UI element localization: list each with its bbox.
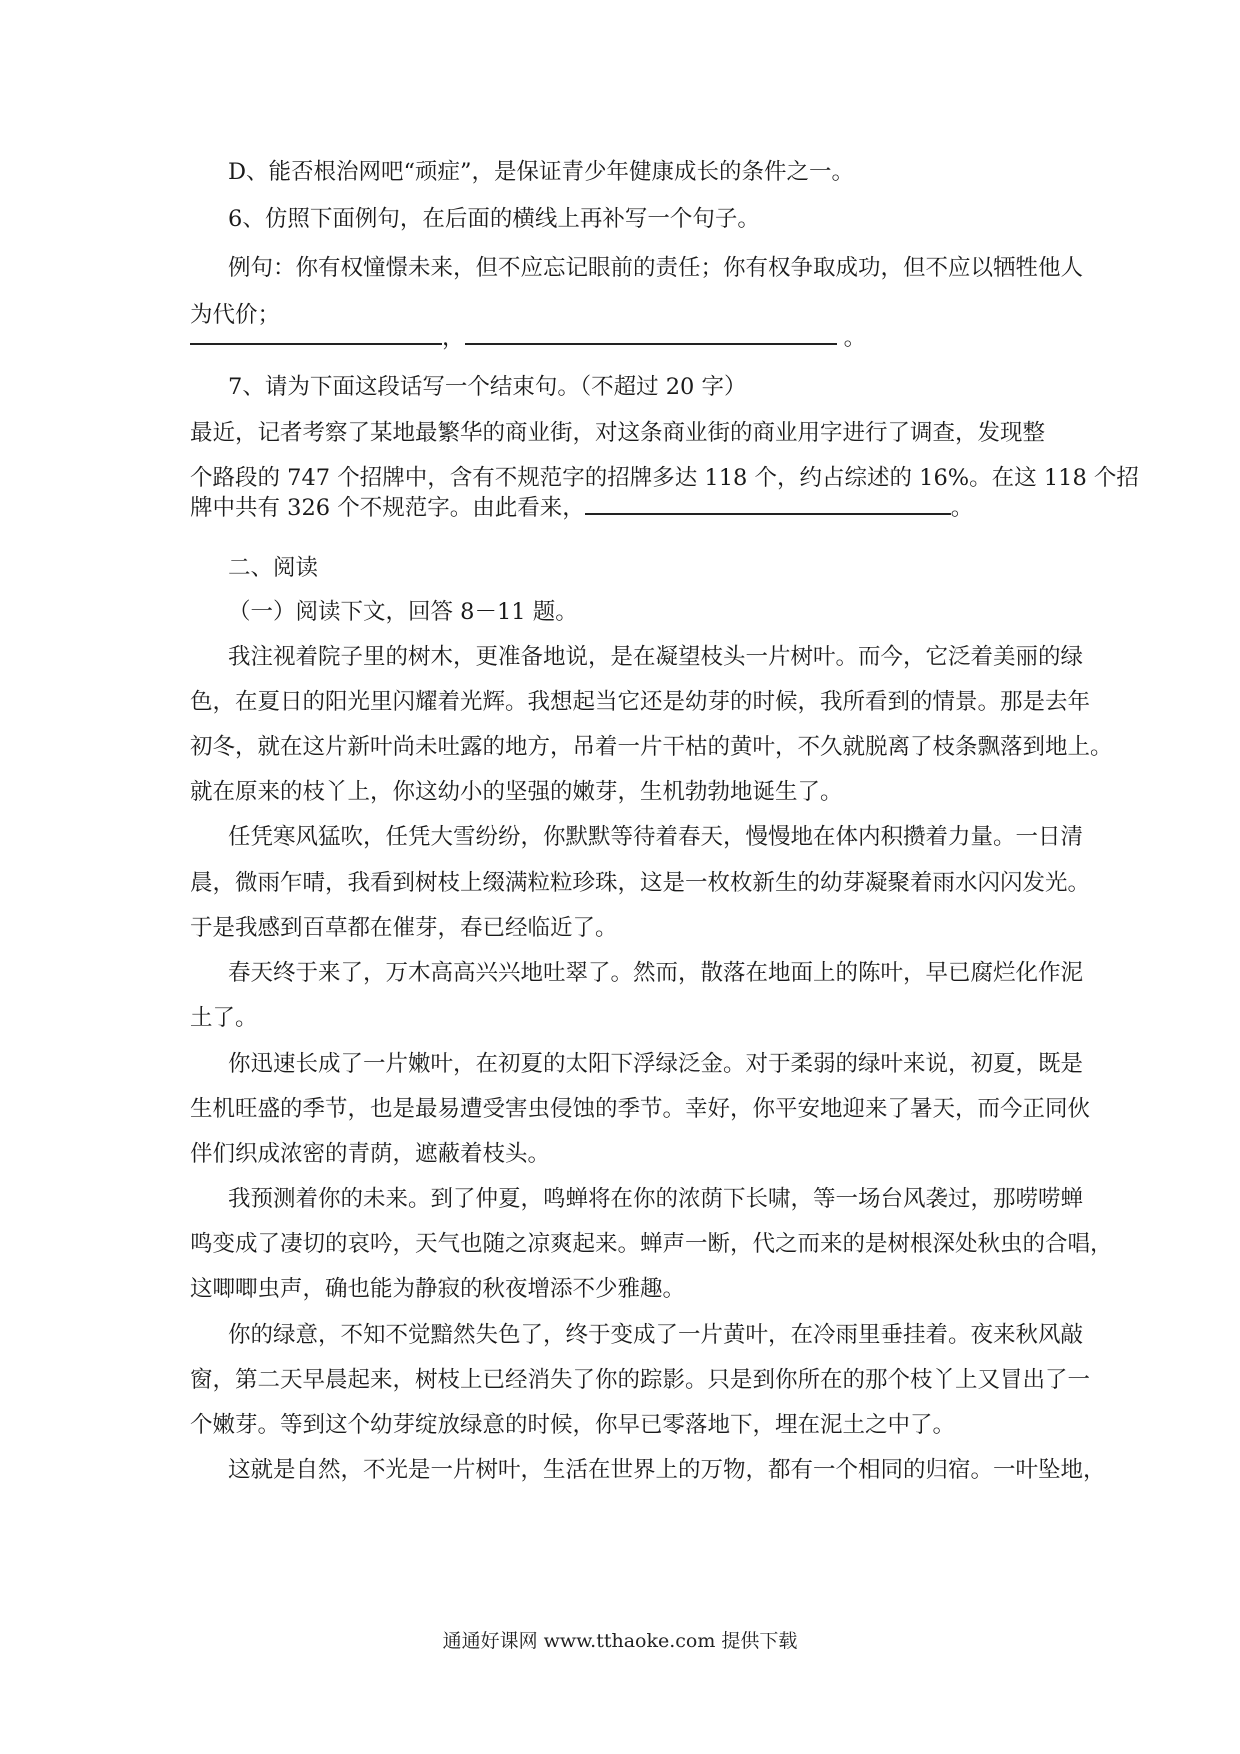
q7-para-row-3: [190, 493, 973, 523]
passage-line: 这唧唧虫声，确也能为静寂的秋夜增添不少雅趣。: [190, 1276, 686, 1302]
passage-line: 初冬，就在这片新叶尚未吐露的地方，吊着一片干枯的黄叶，不久就脱离了枝条飘落到地上。: [190, 734, 1113, 760]
q6-answer-blank-2[interactable]: [465, 323, 837, 345]
passage-line: 就在原来的枝丫上，你这幼小的坚强的嫩芽，生机勃勃地诞生了。: [190, 779, 843, 805]
q5-option-d: D、能否根治网吧“顽症”，是保证青少年健康成长的条件之一。: [228, 159, 855, 185]
passage-line: 你迅速长成了一片嫩叶，在初夏的太阳下浮绿泛金。对于柔弱的绿叶来说，初夏，既是: [228, 1051, 1084, 1077]
page-footer: 通通好课网 www.tthaoke.com 提供下载: [442, 1630, 798, 1652]
q7-para-end: 。: [950, 495, 974, 521]
passage-line: 窗，第二天早晨起来，树枝上已经消失了你的踪影。只是到你所在的那个枝丫上又冒出了一: [190, 1367, 1091, 1393]
passage-line: 我预测着你的未来。到了仲夏，鸣蝉将在你的浓荫下长啸，等一场台风袭过，那唠唠蝉: [228, 1186, 1084, 1212]
passage-line: 生机旺盛的季节，也是最易遭受害虫侵蚀的季节。幸好，你平安地迎来了暑天，而今正同伙: [190, 1096, 1091, 1122]
passage-line: 我注视着院子里的树木，更准备地说，是在凝望枝头一片树叶。而今，它泛着美丽的绿: [228, 644, 1084, 670]
reading-1-heading: （一）阅读下文，回答 8－11 题。: [228, 599, 578, 625]
section-2-heading: 二、阅读: [228, 555, 319, 581]
passage-line: 任凭寒风猛吹，任凭大雪纷纷，你默默等待着春天，慢慢地在体内积攒着力量。一日清: [228, 824, 1084, 850]
passage-line: 你的绿意，不知不觉黯然失色了，终于变成了一片黄叶，在冷雨里垂挂着。夜来秋风敲: [228, 1322, 1084, 1348]
q7-answer-blank[interactable]: [585, 493, 951, 515]
passage-line: 晨，微雨乍晴，我看到树枝上缀满粒粒珍珠，这是一枚枚新生的幼芽凝聚着雨水闪闪发光。: [190, 870, 1091, 896]
q6-example-line-1: 例句：你有权憧憬未来，但不应忘记眼前的责任；你有权争取成功，但不应以牺牲他人: [228, 255, 1084, 281]
passage-line: 伴们织成浓密的青荫，遮蔽着枝头。: [190, 1141, 551, 1167]
q6-answer-blank-1[interactable]: [190, 323, 442, 345]
passage-line: 春天终于来了，万木高高兴兴地吐翠了。然而，散落在地面上的陈叶，早已腐烂化作泥: [228, 960, 1084, 986]
q6-answer-end: 。: [843, 325, 867, 351]
q6-answer-comma: ，: [442, 325, 465, 351]
passage-line: 色，在夏日的阳光里闪耀着光辉。我想起当它还是幼芽的时候，我所看到的情景。那是去年: [190, 689, 1091, 715]
q7-para-line-1: 最近，记者考察了某地最繁华的商业街，对这条商业街的商业用字进行了调查，发现整: [190, 420, 1046, 446]
q7-para-line-3: 牌中共有 326 个不规范字。由此看来，: [190, 495, 585, 521]
passage-line: 土了。: [190, 1005, 258, 1031]
passage-line: 这就是自然，不光是一片树叶，生活在世界上的万物，都有一个相同的归宿。一叶坠地，: [228, 1457, 1106, 1483]
passage-line: 于是我感到百草都在催芽，春已经临近了。: [190, 915, 618, 941]
q6-answer-row: [190, 323, 866, 353]
q6-example-line-2: 为代价；: [190, 302, 281, 328]
passage-line: 鸣变成了凄切的哀吟，天气也随之凉爽起来。蝉声一断，代之而来的是树根深处秋虫的合唱，: [190, 1231, 1113, 1257]
q6-prompt: 6、仿照下面例句，在后面的横线上再补写一个句子。: [228, 206, 760, 232]
q7-prompt: 7、请为下面这段话写一个结束句。（不超过 20 字）: [228, 374, 747, 400]
q7-para-line-2: 个路段的 747 个招牌中，含有不规范字的招牌多达 118 个，约占综述的 16%。在这 118 个招: [190, 465, 1139, 491]
passage-line: 个嫩芽。等到这个幼芽绽放绿意的时候，你早已零落地下，埋在泥土之中了。: [190, 1412, 956, 1438]
